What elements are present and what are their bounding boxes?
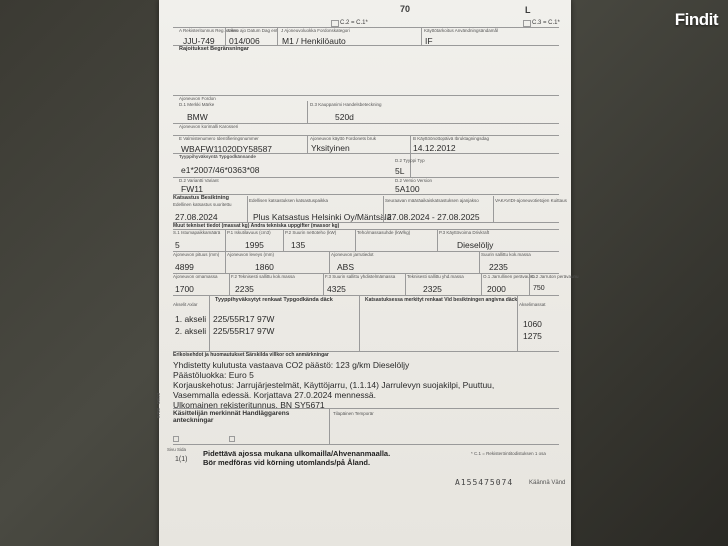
- make-value: BMW: [187, 112, 208, 122]
- inspection-period-value: 27.08.2024 - 27.08.2025: [387, 212, 480, 222]
- vin-label: E Valmistenumero Identifieringsnummer: [179, 136, 259, 141]
- mass2-value: 2235: [235, 284, 254, 294]
- type-code-label: D.2 Tyyppi Typ: [395, 158, 425, 163]
- mass4-value: 2325: [423, 284, 442, 294]
- reg-label: A Rekisteritunnus Reg.tecken: [179, 28, 239, 33]
- reg-value: JJU-749: [183, 36, 215, 46]
- class-value: M1 / Henkilöauto: [282, 36, 346, 46]
- inspection-station-label: Edellisen katsastuksen katsastuspaikka: [249, 198, 329, 203]
- model-value: 520d: [335, 112, 354, 122]
- type-code-value: 5L: [395, 166, 405, 176]
- vehicle-section-label: Ajoneuvon Fordon: [179, 96, 216, 101]
- mass3-value: 4325: [327, 284, 346, 294]
- checkbox-2: [229, 436, 235, 442]
- use-value: IF: [425, 36, 433, 46]
- c3-checkbox: [523, 20, 531, 27]
- power-value: 135: [291, 240, 306, 250]
- body-label: Ajoneuvon korimalli Karosseri: [179, 124, 239, 129]
- inspection-station-value: Plus Katsastus Helsinki Oy/Mäntsälä: [253, 212, 392, 222]
- axle-mass1: 1060: [523, 319, 542, 329]
- tyres-title: Tyyppihyväksytyt renkaat Typgodkända däck: [215, 297, 333, 303]
- width-label: Ajoneuvon leveys (mm): [227, 252, 275, 257]
- inspection-extra-label: VAKAVIDI-ajoneuvotietojen Kuittaus: [495, 198, 567, 203]
- axle2-label: 2. akseli: [175, 326, 207, 336]
- page-value: 1(1): [175, 456, 188, 463]
- footer-note: * C.1 = Rekisteröintitodistuksen 1 osa: [471, 451, 546, 456]
- cc-label: P.1 Iskutilavuus (cm3): [227, 230, 271, 235]
- owner-label: Ajoneuvon käyttö Fordonets bruk: [310, 136, 377, 141]
- turn-over: Käännä Vänd: [529, 480, 566, 486]
- approval-label: Tyyppihyväksyntä Typgodkännande: [179, 154, 256, 159]
- inspection-last-value: 27.08.2024: [175, 212, 218, 222]
- mass1-value: 1700: [175, 284, 194, 294]
- mass1-label: Ajoneuvon omamassa: [173, 274, 218, 279]
- brakes-label: Ajoneuvon jarrutiedot: [331, 252, 374, 257]
- inspection-period-label: Seuraavan määräaikaiskatsastuksen ajanjakso: [385, 198, 479, 203]
- handler-title-2: anteckningar: [173, 417, 214, 424]
- version-value: 5A100: [395, 184, 420, 194]
- owner-value: Yksityinen: [311, 143, 350, 153]
- c2-checkbox: [331, 20, 339, 27]
- note-line-4: Vasemmalla edessä. Korjattava 27.0.2024 mennessä.: [173, 390, 377, 400]
- first-reg-value: 14.12.2012: [413, 143, 456, 153]
- findit-logo: Findit: [674, 10, 718, 29]
- notes-title: Erikoisehdot ja huomautukset Särskilda villkor och anmärkningar: [173, 352, 329, 358]
- trailer-value: 2235: [489, 262, 508, 272]
- make-label: D.1 Merkki Märke: [179, 102, 215, 107]
- tech-title: Muut tekniset tiedot (massat kg) Andra tekniska uppgifter (massor kg): [173, 223, 340, 229]
- fuel-label: P.3 Käyttövoima Drivkraft: [439, 230, 490, 235]
- first-reg-label: B Käyttöönottopäivä Ibruktagningsdag: [413, 136, 490, 141]
- length-value: 4899: [175, 262, 194, 272]
- side-code: 8708 - 08/23: [156, 392, 161, 418]
- note-line-2: Päästöluokka: Euro 5: [173, 370, 254, 380]
- registration-certificate: [156, 0, 579, 546]
- mass2-label: F.2 Teknisesti sallittu kok.massa: [231, 274, 295, 279]
- restrictions-title: Rajoitukset Begränsningar: [179, 46, 249, 52]
- temporary-label: Tilapäinen Temporär: [333, 411, 374, 416]
- cc-value: 1995: [245, 240, 264, 250]
- warning-line-1: Pidettävä ajossa mukana ulkomailla/Ahvenanmaalla.: [203, 449, 391, 458]
- vin-value: WBAFW11020DY58587: [181, 144, 273, 154]
- date-label: Jakso ajo Datum Dag ent: [227, 28, 278, 33]
- corner-letter: L: [525, 5, 531, 15]
- serial-number: A155475074: [455, 478, 514, 487]
- axle1-label: 1. akseli: [175, 314, 207, 324]
- handler-title: Käsittelijän merkinnät Handläggarens: [173, 410, 290, 417]
- mass6-value: 750: [533, 285, 545, 292]
- axle-mass2: 1275: [523, 331, 542, 341]
- page-number: 70: [400, 4, 411, 14]
- class-label: J Ajoneuvoluokka Fordonskategori: [281, 28, 350, 33]
- warning-line-2: Bör medföras vid körning utomlands/på Åland.: [203, 458, 371, 467]
- trailer-label: Suurin sallittu kok.massa: [481, 252, 531, 257]
- date-value: 014/006: [229, 36, 260, 46]
- tyre-card-title: Katsastuksessa merkityt renkaat Vid besiktningen angivna däck: [365, 297, 518, 303]
- variant-value: FW11: [181, 184, 204, 194]
- axle2-tyre: 225/55R17 97W: [213, 326, 275, 336]
- checkbox-1: [173, 436, 179, 442]
- c3-label: C.3 = C.1*: [532, 20, 560, 26]
- axle-mass-label: Akselimassat: [519, 302, 546, 307]
- power-weight-label: Teho/massasuhde (kW/kg): [357, 230, 411, 235]
- variant-label: D.2 Variantti Variant: [179, 178, 219, 183]
- length-label: Ajoneuvon pituus (mm): [173, 252, 220, 257]
- approval-value: e1*2007/46*0363*08: [181, 165, 260, 175]
- seats-label: S.1 Istumapaikkamäärä: [173, 230, 221, 235]
- brakes-value: ABS: [337, 262, 355, 272]
- power-label: P.2 Suurin nettoteho (kW): [285, 230, 337, 235]
- note-line-1: Yhdistetty kulutusta vastaava CO2 päästö: 123 g/km Dieselöljy: [173, 360, 410, 370]
- mass5-label: O.1 Jarrullinen perävaunu: [483, 274, 535, 279]
- seats-value: 5: [175, 240, 180, 250]
- model-label: D.3 Kauppanimi Handelsbeteckning: [310, 102, 382, 107]
- mass5-value: 2000: [487, 284, 506, 294]
- use-label: Käyttötarkoitus Användningsändamål: [424, 28, 499, 33]
- c2-label: C.2 = C.1*: [340, 20, 368, 26]
- fuel-value: Dieselöljy: [457, 240, 494, 250]
- mass4-label: Teknisesti sallittu yhd.massa: [407, 274, 464, 279]
- mass6-label: O.2 Jarruton perävaunu: [531, 274, 579, 279]
- axles-label: Akselit Axlar: [173, 302, 198, 307]
- mass3-label: F.3 Suurin sallittu yhdistelmämassa: [325, 274, 396, 279]
- note-line-5: Ulkomainen rekisteritunnus. BN SY5671: [173, 400, 325, 410]
- version-label: D.2 Versio Version: [395, 178, 433, 183]
- axle1-tyre: 225/55R17 97W: [213, 314, 275, 324]
- page-label: Sivu Sida: [167, 447, 187, 452]
- inspection-last-label: Edellinen katsastus suoritettu: [173, 202, 232, 207]
- note-line-3: Korjauskehotus: Jarrujärjestelmät, Käyttöjarru, (1.1.14) Jarrulevyn suojakilpi, Puuttuu,: [173, 380, 495, 390]
- inspection-title: Katsastus Besiktning: [173, 195, 229, 201]
- width-value: 1860: [255, 262, 274, 272]
